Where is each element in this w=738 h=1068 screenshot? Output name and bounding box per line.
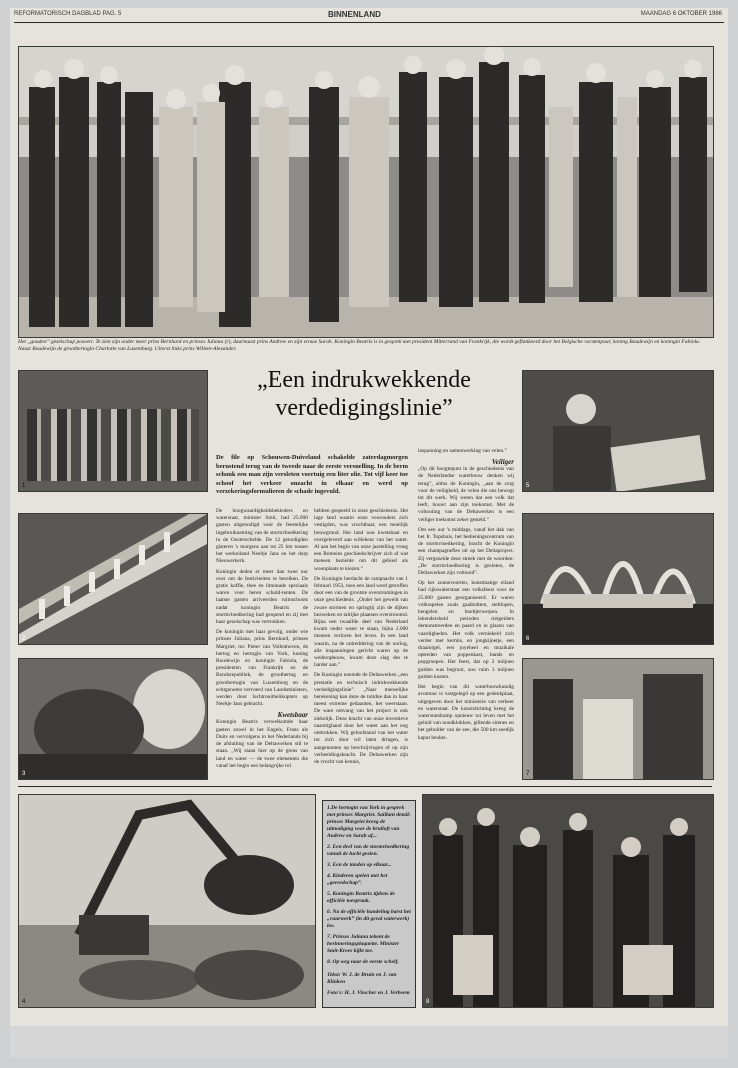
photo-4-number: 4 (22, 999, 26, 1005)
photo-4 (18, 794, 316, 1008)
article-paragraph: De Koningin noemde de Deltawerken „een prestatie en technisch indrukwekkende verdedigingslinie”. „Naar menselijke berekening kan deze de tuitdue dan in haar meest extreme gedaanten, het weerstaan. De ware omvang van het project is ook ziekelijk. Deze kracht van onze inventieve naarstighand door het water aan het oog onttrokken. Wij geloofstand van het water tot zich door wil laten dringen, is aangenomen op beschrijvingen of op zijn verbeeldingskracht. De Deltawerken zijn de vrucht van kennis, (314, 672, 408, 765)
photo-captions-box (322, 800, 416, 1008)
article-paragraph: Koningin deden er meer dan twee uur over om de festiviteiten te bereiken. De gratis koffie, thee en limonade speciaals waren voor heren schuld-tenten. De laatste gasten arriveerden ruimschoots nadat koningin Beatrix de stormvloedkering had geopend en zij met haar gezelschap was vertrokken. (216, 568, 308, 626)
photo-6-number: 6 (526, 636, 530, 642)
group-photo (18, 46, 714, 338)
photo-2-number: 2 (22, 636, 26, 642)
header-section: BINNENLAND (328, 10, 381, 19)
header-publication: REFORMATORISCH DAGBLAD PAG. 5 (14, 11, 122, 17)
caption-item: 8. Op weg naar de eerste schelf. (327, 959, 399, 965)
caption-item: 4. Kinderen spelen met het „gereedschap”. (327, 873, 388, 886)
headline-line-1: „Een indrukwekkende (257, 367, 471, 393)
article-paragraph: hebben gespeeld in onze geschiedenis. Het lage land waarin onze voorouders zich vestigden, was vruchtbaar, een moeilijk bouwgrond. Het land was kwetsbaar en overgeleverd aan willekeur van het water. Al aan het begin van onze jaartelling vroeg een Romeins geschiedschrijver zich af wat mensen bezielde om dit gebied als woonplaats te kiezen.” (314, 508, 408, 572)
caption-item: 6. Na de officiële handeling barst het „vuurwerk” (in dit geval waterwerk) los. (327, 909, 411, 929)
caption-item: 2. Een deel van de stormvloedkering vanuit de lucht gezien. (327, 844, 410, 857)
subhead-kwetsbaar: Kwetsbaar (277, 711, 308, 720)
photo-7 (522, 658, 714, 780)
article-paragraph: „Op dit hoogtepunt in de geschiedenis van de Nederlandse waterbouw denken wij terug”, aldus de Koningin, „aan de zorg voor de veiligheid, de velen die ons bewogt tot dit werk. Wij weten dat een volk dat leeft, bouwt aan zijn toekomst. Met de voltooiing van de Deltawerken is een veiliger toekomst zeker gesteld.” (418, 466, 514, 523)
photo-3 (18, 658, 208, 780)
photo-8-number: 8 (426, 999, 430, 1005)
credit-photo: Foto's: H. J. Visscher en J. Verbeem (327, 990, 410, 996)
caption-item: 3. Een de tanden op elkaar... (327, 862, 392, 868)
article-column-1 (216, 508, 308, 776)
article-column-3 (418, 448, 514, 776)
photo-5-number: 5 (526, 483, 530, 489)
photo-5 (522, 370, 714, 492)
article-paragraph: Op het zonnevoorten, kunstmatige eiland had rijkswaterstaat een volksfeest voor de 25.000 gasten georganiseerd. Er waren volksspelen zoals gaaiboltten, steltlopen, hengelen en boeltjerwerpen. In lekendersheid perioden rietgeiders demonstreerden en paard en in glazen van vaardigheden. Het volk verniekeld zich verder met kermis, en jongkijnetje, een draaiorgel, een joyeheel en muzikale optreden van poppenkast, bands en popgroepen. Het feest, dat op 2 miljoen gulden was begroot, zou ruim 3 miljoen gulden kosten. (418, 580, 514, 680)
article-paragraph: inspanning en samenwerking van velen.” (418, 448, 507, 454)
caption-item: 7. Prinses Juliana tekent de herinneringsplaquette. Minister Smit-Kroes kijkt toe. (327, 934, 400, 954)
newspaper-page (10, 8, 728, 1058)
subhead-veiliger: Veiliger (491, 458, 514, 467)
article-lead: De file op Schouwen-Duiveland schakelde zaterdagmorgen berustend terug van de tweede naar de eerste versnelling. In de berm schonk een man zijn versleten voertuig een liter olie. Tot vijf keer toe schoof het verkeer onzacht in elkaar en werd op verzekeringsformulieren de schade ingevuld. (216, 454, 408, 496)
caption-item: 5. Koningin Beatrix tijdens de officiële toespraak. (327, 891, 395, 904)
headline-line-2: verdedigingslinie” (275, 395, 453, 421)
group-photo-graphic (19, 47, 713, 337)
credit-text: Tekst: W. J. de Bruin en J. van Klinken (327, 972, 397, 985)
article-headline (216, 366, 512, 422)
section-rule (18, 786, 712, 787)
photo-7-number: 7 (526, 771, 530, 777)
article-paragraph: De hoogwaardigheidsbekleders en waterstaat, minister Smit, had 25.000 gasten uitgenodigd voor de feestelijke ingebruikneming van de stormvloedkering in de Oosterschelde. De 12 genodigden gisteren 's morgens aan tot 25 km tussen het werkeiland Neeltje Jans en het dorp Nieuwerkerk. (216, 508, 308, 565)
article-paragraph: De Koningin herdacht de rampnacht van 1 februari 1953, toen een land werd getroffen door een van de grootste overstromingen in onze geschiedenis. „Onder het geweld van zware stormen en springtij zijn de dijken bezweken en talrijke plaatsen overstroomd. Bijna een twaalfde deel van Nederland kwam onder water te staan, bijna 2.000 mensen verloren het leven. In een land waarin, na de ontreddering van de oorlog, alle inspanningen gericht waren op de wederopbouw, kwam deze slag des te harder aan.” (314, 575, 408, 669)
photo-1 (18, 370, 208, 492)
article-column-2 (314, 508, 408, 776)
group-photo-caption: Het „gouden” gezelschap poseert. Te zien zijn onder meer prins Bernhard en prinses Juliana (r), daarnaast prins Andrew en zijn vrouw Sarah. Koningin Beatrix is in gesprek met president Mitterrand van Frankrijk, die wordt geflankeerd door het Belgische vorstenpaar, koning Boudewijn en koningin Fabiola. Naast Boudewijn de groothertogin Charlotte van Luxemburg. Uiterst links prins Willem-Alexander. (18, 339, 701, 352)
photo-2 (18, 513, 208, 645)
article-paragraph: Koningin Beatrix verwelkomde haar gasten zowel in het Engels, Frans als Duits en vervolgens in het Nederlands bij de afsluiting van de Deltawerken stil te staan. „Wij staan hier op de grens van land en water — de twee elementen die vanaf het begin een belangrijke rol (216, 719, 308, 769)
photo-3-number: 3 (22, 771, 26, 777)
article-paragraph: Het begin van dit waterbouwkundig avontuur is vastgelegd op een gedenkplaat, uitgegeven door het ministerie van verkeer en waterstaat. De kunststichting kreeg de waterstandramp opnieuw tot leven met het geluid van noodklokken, gillende sirenes en het gebulder van de zee, die 500 km zeedijk kapot beukte. (418, 684, 514, 741)
page-footer-margin (10, 1026, 728, 1058)
photo-1-number: 1 (22, 483, 26, 489)
photo-8 (422, 794, 714, 1008)
article-paragraph: Om een uur 's middags, vanaf het dak van het Ir. Topshuis, het bedieningscentrum van de stormvloedkering, bracht de Koningin een champagnefles uit op het Deltaproject. Zij vergezelde deze streek met de woorden: „De stormvloedkering is gesloten, de Deltawerken zijn voltooid”. (418, 526, 514, 577)
photo-6 (522, 513, 714, 645)
header-rule (14, 22, 724, 23)
article-paragraph: De koningin met haar gevolg, onder wie prinses Juliana, prins Bernhard, prinses Margriet, mr. Pieter van Vollenhoven, de hertog en hertogin van York, koning Boudewijn en koningin Fabiola, de presidenten van Frankrijk en de Bondsrepubliek, de groothertog en groothertogin van Luxemburg en de echtgenoten vervoerd van Landsministers, werden door luchtrooithelikopters op Neeltje Jans gebracht. (216, 629, 308, 708)
header-date: MAANDAG 6 OKTOBER 1986 (640, 11, 722, 17)
caption-item: 1.De hertogin van York in gesprek met prinses Margriet. Saillant detail: prinses Margriet kreeg de uitnodiging voor de bruiloft van Andrew en Sarah af... (327, 805, 411, 839)
